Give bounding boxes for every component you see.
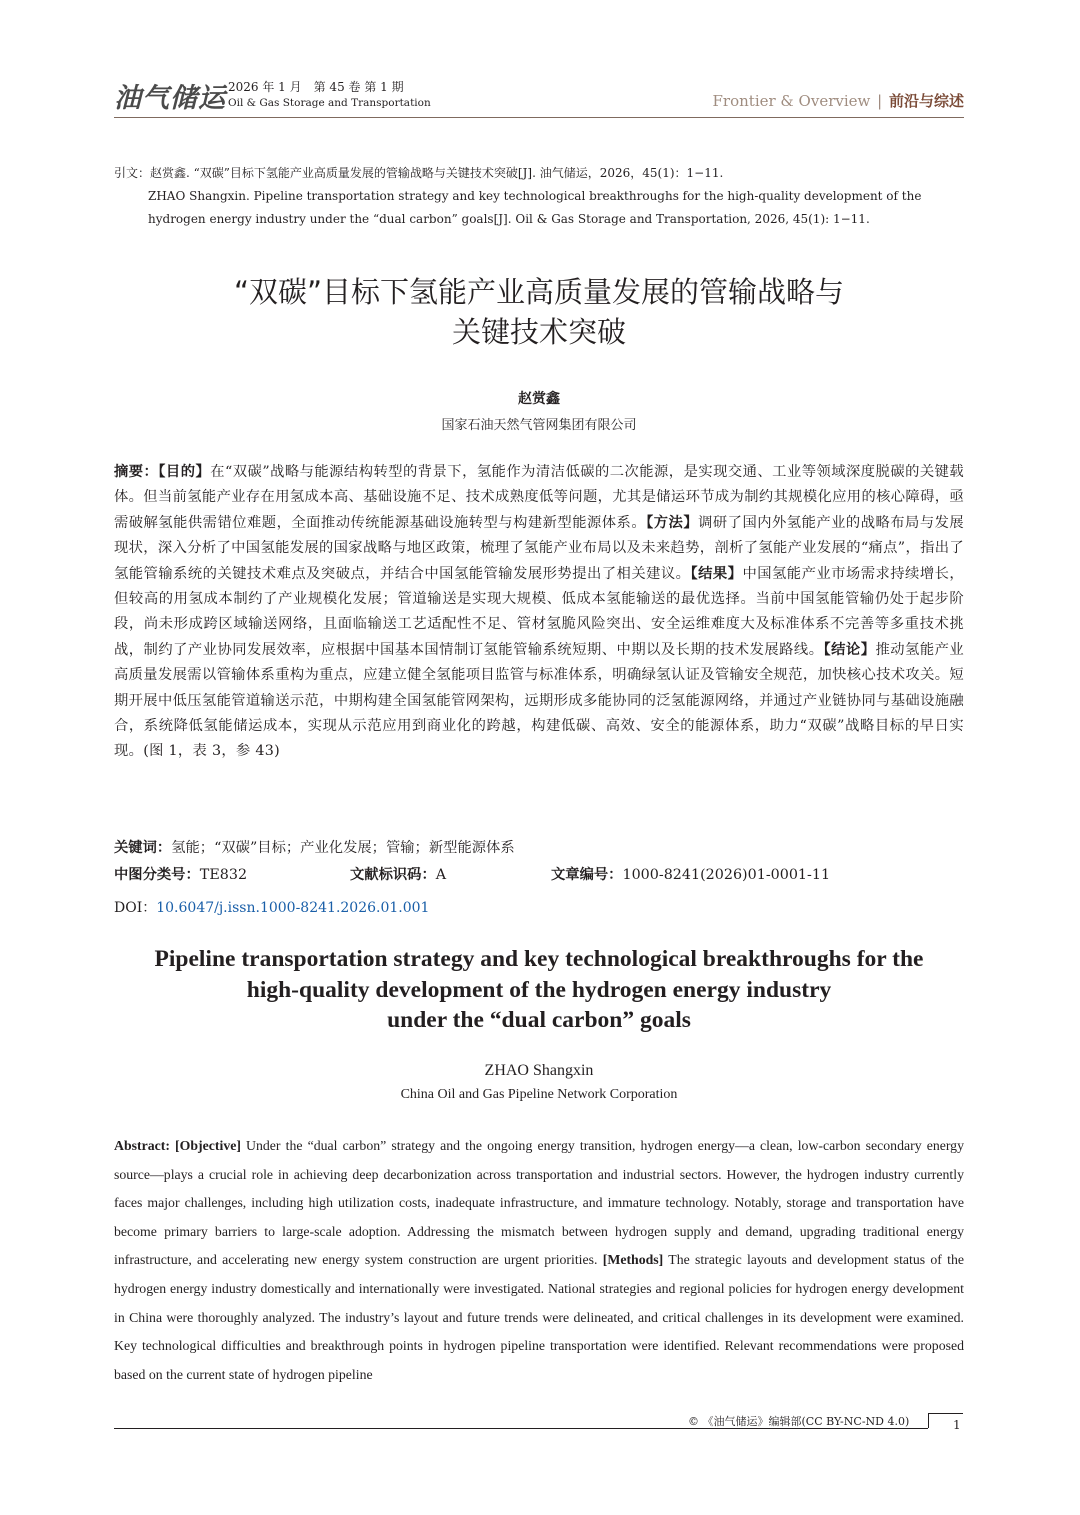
abstract-en-objective-heading: [Objective] (175, 1138, 241, 1153)
clc-number (114, 864, 247, 884)
article-no-value: 1000-8241(2026)01-0001-11 (622, 867, 831, 883)
doi-label: DOI： (114, 900, 157, 916)
footer-rule (114, 1428, 928, 1429)
section-label-zh: 前沿与综述 (888, 92, 964, 110)
paper-title-en-line: under the “dual carbon” goals (387, 1007, 691, 1033)
doc-code-value: A (435, 867, 447, 883)
document-code (350, 864, 446, 884)
abstract-zh-label: 摘要： (114, 464, 159, 480)
paper-title-zh (114, 272, 964, 352)
keywords-text: 氢能；“双碳”目标；产业化发展；管输；新型能源体系 (171, 840, 515, 856)
citation-en: ZHAO Shangxin. Pipeline transportation strategy and key technological breakthroughs for the high-quality development of the hydrogen energy industry under the “dual carbon” goals[J]. Oil & Gas Storage and Transportation, 2026, 45(1): 1−11. (148, 189, 922, 226)
copyright-notice: © 《油气储运》编辑部(CC BY-NC-ND 4.0) (688, 1415, 910, 1428)
page-number: 1 (953, 1418, 961, 1432)
paper-title-en-line: high-quality development of the hydrogen energy industry (246, 976, 832, 1003)
author-en: ZHAO Shangxin (484, 1062, 594, 1079)
citation-zh: 引文：赵赏鑫. “双碳”目标下氢能产业高质量发展的管输战略与关键技术突破[J]. 油气储运，2026，45(1)：1−11. (114, 166, 724, 180)
article-number (551, 864, 830, 884)
paper-title-zh-line: 关键技术突破 (451, 315, 626, 349)
abstract-zh-methods-heading: 【方法】 (646, 514, 699, 531)
section-label-en: Frontier & Overview (712, 92, 871, 110)
doi (114, 897, 429, 917)
abstract-zh-conclusion: 推动氢能产业高质量发展需以管输体系重构为重点，应建立健全氢能项目监管与标准体系，明确绿氢认证及管输安全规范，加快核心技术攻关。短期开展中低压氢能管道输送示范，中期构建全国氢能管网架构，远期形成多能协同的泛氢能源网络，并通过产业链协同与基础设施融合，系统降低氢能储运成本，实现从示范应用到商业化的跨越，构建低碳、高效、安全的能源体系，助力“双碳”战略目标的早日实现。(图 1，表 3，参 43) (114, 641, 964, 760)
issue-info: 2026 年 1 月 第 45 卷 第 1 期 (228, 80, 404, 94)
section-label (713, 90, 964, 111)
abstract-zh-results: 中国氢能产业市场需求持续增长，但较高的用氢成本制约了产业规模化发展；管道输送是实现大规模、低成本氢能输送的最优选择。当前中国氢能管输仍处于起步阶段，尚未形成跨区域输送网络，且面临输送工艺适配性不足、管材氢脆风险突出、安全运维难度大及标准体系不完善等多重技术挑战，制约了产业协同发展效率，应根据中国基本国情制订氢能管输系统短期、中期以及长期的技术发展路线。 (114, 565, 964, 658)
abstract-en-methods: The strategic layouts and development status of the hydrogen energy industry domestically and internationally were investigated. National strategies and regional policies for hydrogen energy development in China were thoroughly analyzed. The industry’s layout and future trends were delineated, and critical challenges in its development were examined. Key technological difficulties and breakthrough points in hydrogen pipeline transportation were identified. Relevant recommendations were proposed based on the current state of hydrogen pipeline (114, 1252, 965, 1382)
abstract-zh-objective: 在“双碳”战略与能源结构转型的背景下，氢能作为清洁低碳的二次能源，是实现交通、工业等领域深度脱碳的关键载体。但当前氢能产业存在用氢成本高、基础设施不足、技术成熟度低等问题，尤其是储运环节成为制约其规模化应用的核心障碍，亟需破解氢能供需错位难题，全面推动传统能源基础设施转型与构建新型能源体系。 (114, 464, 964, 531)
doi-link[interactable]: 10.6047/j.issn.1000-8241.2026.01.001 (156, 900, 430, 916)
journal-name-en: Oil & Gas Storage and Transportation (228, 97, 431, 109)
abstract-zh-results-heading: 【结果】 (690, 565, 743, 582)
clc-value: TE832 (199, 867, 248, 883)
abstract-en-methods-heading: [Methods] (602, 1252, 664, 1268)
journal-logo: 油气储运 (114, 83, 226, 114)
header-rule (114, 117, 964, 118)
abstract-zh-conclusion-heading: 【结论】 (823, 641, 876, 658)
paper-title-en (114, 944, 964, 1036)
section-separator: | (877, 92, 883, 110)
keywords-zh (114, 837, 515, 857)
author-zh: 赵赏鑫 (518, 391, 560, 407)
abstract-zh-methods: 调研了国内外氢能产业的战略布局与发展现状，深入分析了中国氢能发展的国家战略与地区政策，梳理了氢能产业布局以及未来趋势，剖析了氢能产业发展的“痛点”，指出了氢能管输系统的关键技术难点及突破点，并结合中国氢能管输发展形势提出了相关建议。 (114, 514, 964, 582)
paper-title-zh-line: “双碳”目标下氢能产业高质量发展的管输战略与 (233, 275, 845, 309)
abstract-en-objective: Under the “dual carbon” strategy and the ongoing energy transition, hydrogen energy—a clean, low-carbon secondary energy source—plays a crucial role in achieving deep decarbonization across transportation and industrial sectors. However, the hydrogen industry currently faces major challenges, including high utilization costs, inadequate infrastructure, and immature technology. Notably, storage and transportation have become primary barriers to large-scale adoption. Addressing the mismatch between hydrogen supply and demand, upgrading traditional energy infrastructure, and accelerating new energy system construction are urgent priorities. (114, 1138, 964, 1268)
abstract-zh (114, 460, 964, 765)
clc-label: 中图分类号： (114, 867, 200, 883)
affiliation-zh: 国家石油天然气管网集团有限公司 (441, 418, 637, 433)
abstract-en-label: Abstract: (114, 1138, 170, 1153)
doc-code-label: 文献标识码： (350, 867, 436, 883)
keywords-label: 关键词： (114, 840, 172, 856)
article-no-label: 文章编号： (551, 867, 623, 883)
affiliation-en: China Oil and Gas Pipeline Network Corporation (400, 1087, 678, 1102)
paper-title-en-line: Pipeline transportation strategy and key technological breakthroughs for the (154, 946, 924, 972)
abstract-zh-objective-heading: 【目的】 (158, 464, 211, 480)
abstract-en (114, 1132, 964, 1389)
